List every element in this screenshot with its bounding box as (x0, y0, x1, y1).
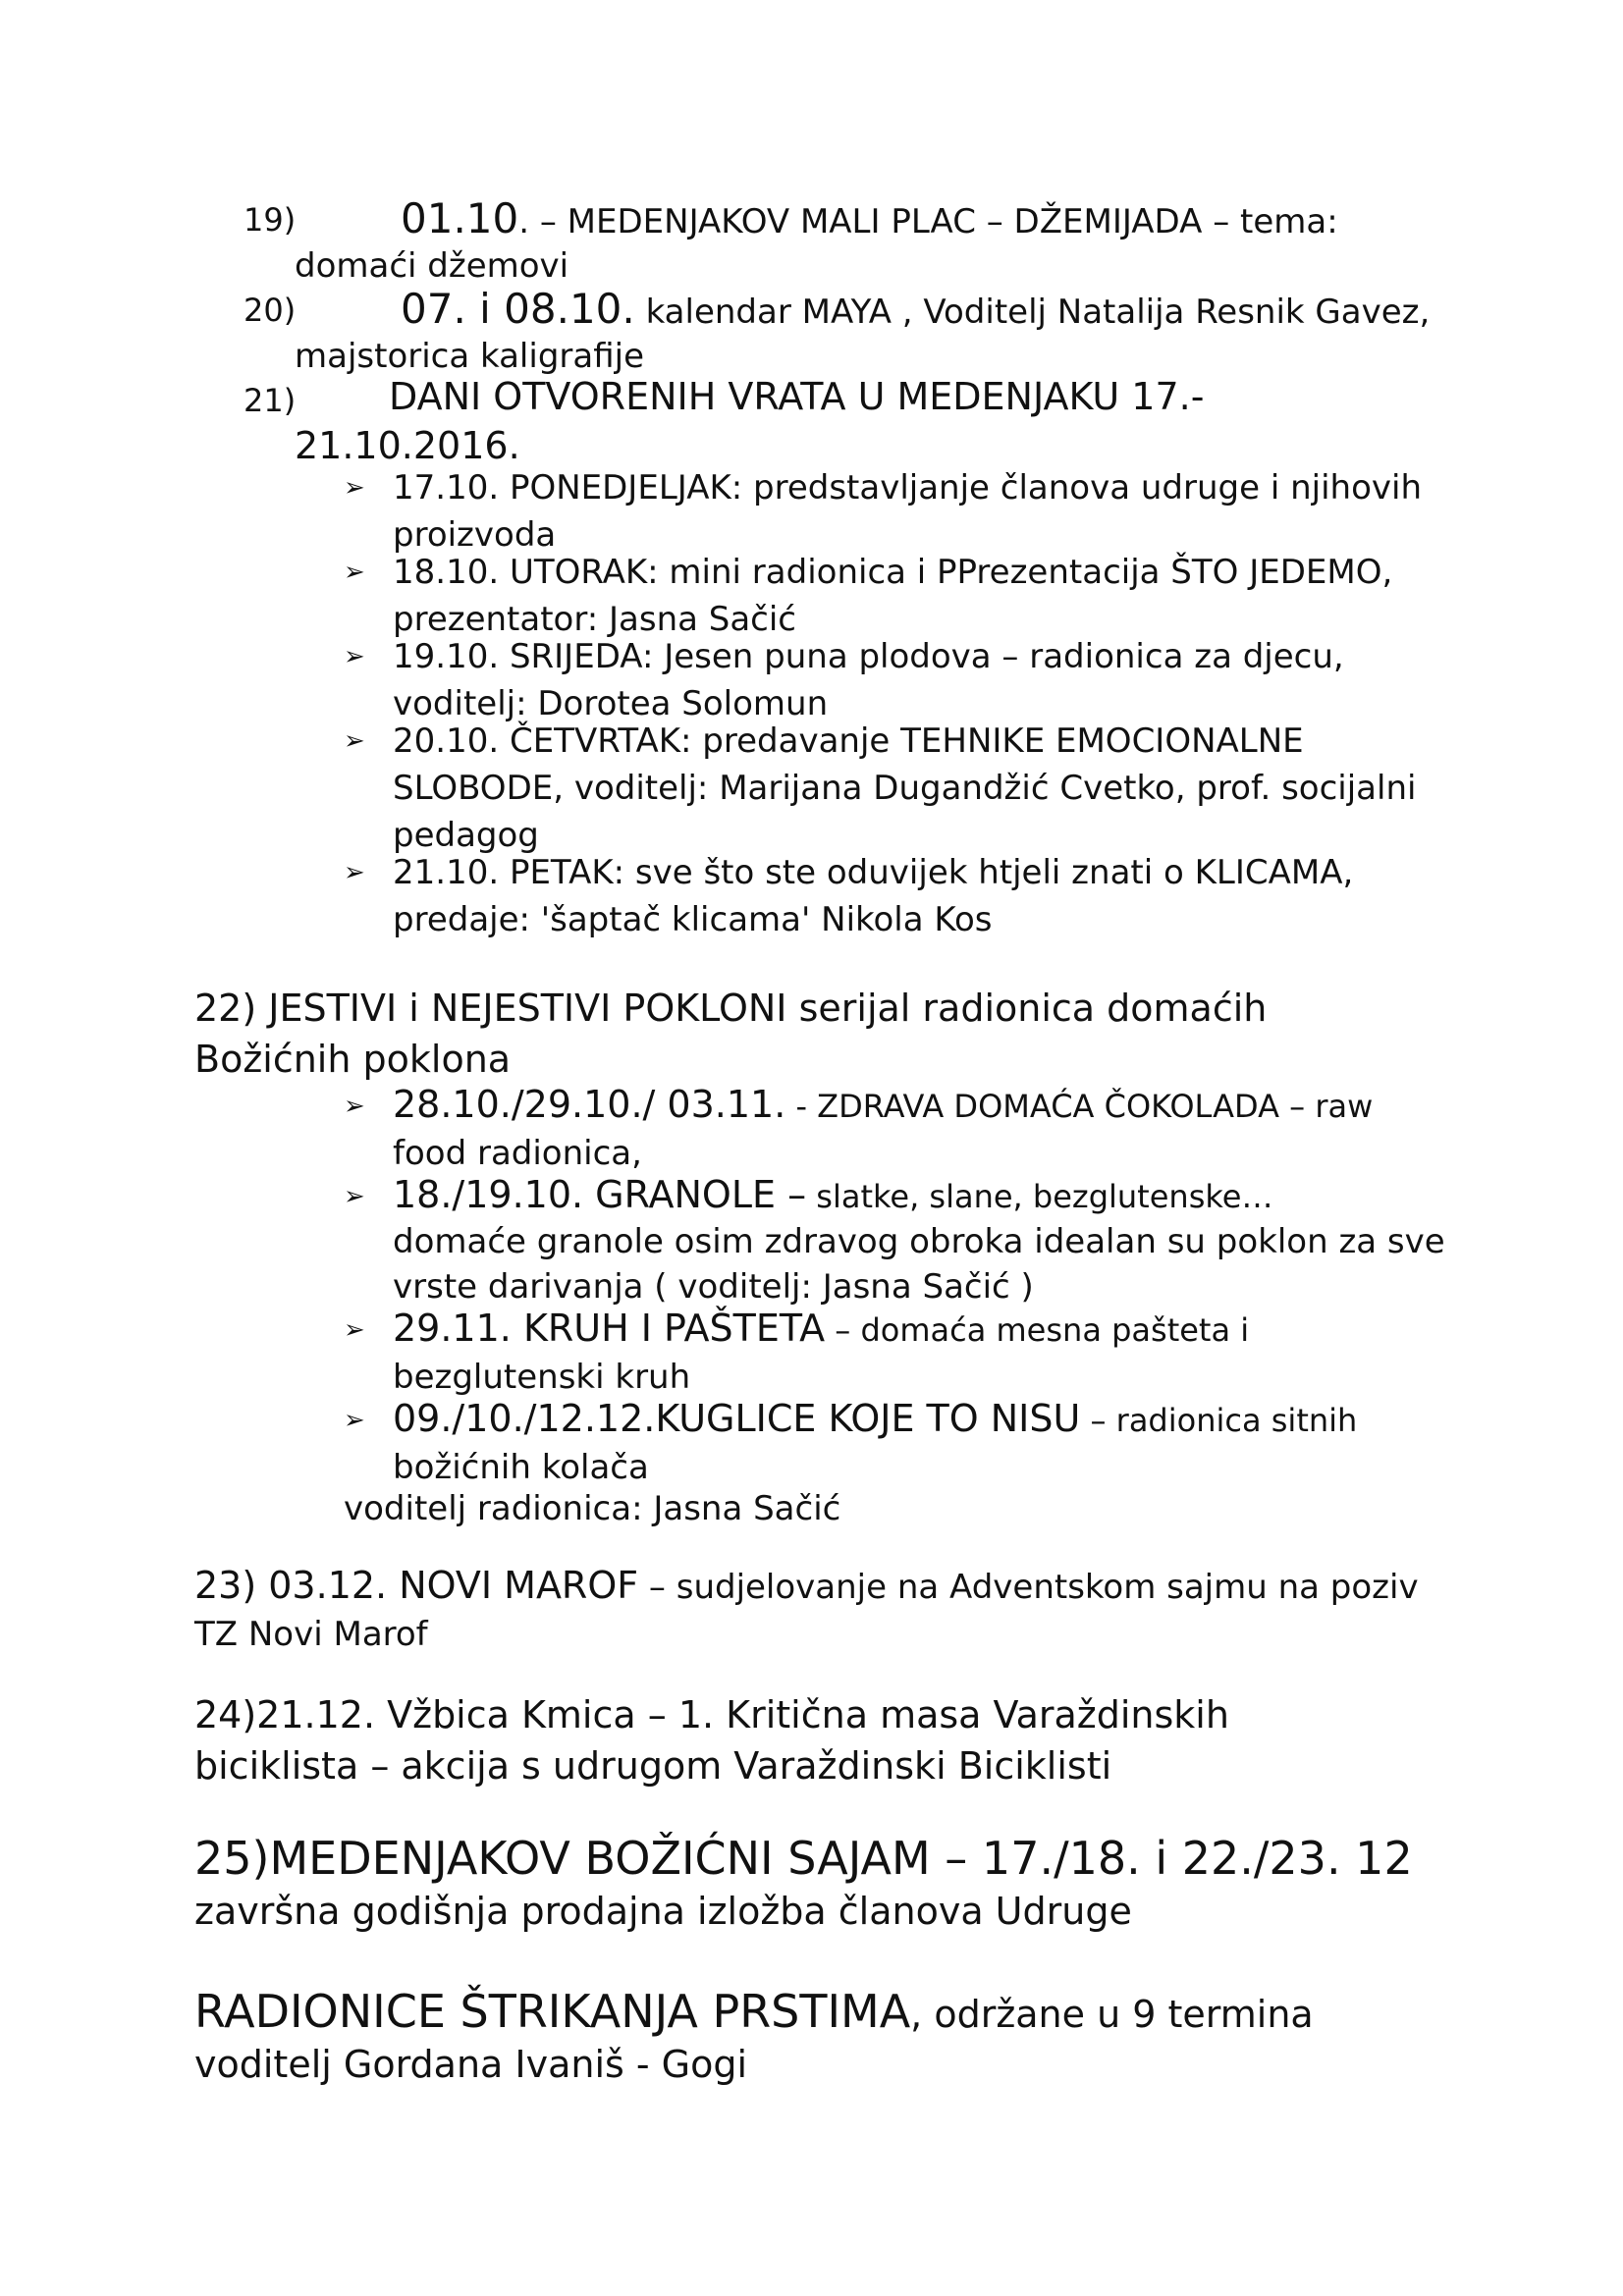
arrowhead-bullet-icon: ➢ (344, 558, 365, 587)
item-title-cont: završna godišnja prodajna izložba članova Udruge (194, 1890, 1132, 1933)
arrowhead-bullet-icon: ➢ (344, 1315, 365, 1345)
bullet-text-cont: food radionica, (393, 1134, 642, 1173)
item-title: RADIONICE ŠTRIKANJA PRSTIMA, održane u 9 termina (194, 1985, 1314, 2038)
bullet-text-cont: pedagog (393, 816, 539, 855)
arrowhead-bullet-icon: ➢ (344, 473, 365, 503)
bullet-text: 29.11. KRUH I PAŠTETA – domaća mesna pašteta i (393, 1307, 1250, 1350)
bullet-text: 21.10. PETAK: sve što ste oduvijek htjeli znati o KLICAMA, (393, 853, 1354, 892)
bullet-text: 19.10. SRIJEDA: Jesen puna plodova – radionica za djecu, (393, 637, 1344, 676)
item-title: DANI OTVORENIH VRATA U MEDENJAKU 17.- (389, 375, 1205, 418)
arrowhead-bullet-icon: ➢ (344, 642, 365, 671)
item-title-cont: TZ Novi Marof (194, 1615, 428, 1654)
item-number: 20) (243, 292, 297, 329)
item-title: 23) 03.12. NOVI MAROF – sudjelovanje na Adventskom sajmu na poziv (194, 1564, 1419, 1607)
bullet-text-cont: prezentator: Jasna Sačić (393, 600, 797, 639)
bullet-text-cont: SLOBODE, voditelj: Marijana Dugandžić Cvetko, prof. socijalni (393, 769, 1417, 808)
bullet-text: 28.10./29.10./ 03.11. - ZDRAVA DOMAĆA ČOKOLADA – raw (393, 1083, 1374, 1126)
bullet-text: 18./19.10. GRANOLE – slatke, slane, bezglutenske… (393, 1173, 1273, 1216)
arrowhead-bullet-icon: ➢ (344, 1182, 365, 1211)
bullet-text-cont: proizvoda (393, 515, 557, 555)
arrowhead-bullet-icon: ➢ (344, 858, 365, 887)
item-title: 24)21.12. Vžbica Kmica – 1. Kritična masa Varaždinskih (194, 1693, 1229, 1736)
item-footer: voditelj radionica: Jasna Sačić (344, 1489, 841, 1528)
item-title: 25)MEDENJAKOV BOŽIĆNI SAJAM – 17./18. i 22./23. 12 (194, 1832, 1413, 1885)
item-title-cont: Božićnih poklona (194, 1038, 512, 1081)
item-title-cont: 21.10.2016. (295, 424, 520, 467)
item-number: 19) (243, 201, 297, 239)
item-text-cont: majstorica kaligrafije (295, 337, 645, 376)
bullet-text: 17.10. PONEDJELJAK: predstavljanje članova udruge i njihovih (393, 468, 1422, 507)
item-title: 22) JESTIVI i NEJESTIVI POKLONI serijal radionica domaćih (194, 987, 1268, 1030)
bullet-text-cont: voditelj: Dorotea Solomun (393, 684, 829, 723)
bullet-text-cont: vrste darivanja ( voditelj: Jasna Sačić ) (393, 1267, 1034, 1307)
bullet-text-cont: bezglutenski kruh (393, 1358, 691, 1397)
item-title-cont: biciklista – akcija s udrugom Varaždinski Biciklisti (194, 1744, 1112, 1788)
item-text: 07. i 08.10. kalendar MAYA , Voditelj Natalija Resnik Gavez, (401, 285, 1431, 333)
bullet-text: 09./10./12.12.KUGLICE KOJE TO NISU – radionica sitnih (393, 1397, 1358, 1440)
bullet-text-cont: predaje: 'šaptač klicama' Nikola Kos (393, 900, 993, 939)
arrowhead-bullet-icon: ➢ (344, 726, 365, 756)
arrowhead-bullet-icon: ➢ (344, 1406, 365, 1435)
bullet-text: 20.10. ČETVRTAK: predavanje TEHNIKE EMOCIONALNE (393, 721, 1304, 761)
bullet-text-cont: domaće granole osim zdravog obroka idealan su poklon za sve (393, 1222, 1445, 1261)
item-title-cont: voditelj Gordana Ivaniš - Gogi (194, 2043, 748, 2086)
item-text-cont: domaći džemovi (295, 246, 569, 286)
item-text: 01.10. – MEDENJAKOV MALI PLAC – DŽEMIJADA – tema: (401, 194, 1338, 242)
arrowhead-bullet-icon: ➢ (344, 1092, 365, 1121)
item-number: 21) (243, 382, 297, 419)
bullet-text-cont: božićnih kolača (393, 1448, 649, 1487)
bullet-text: 18.10. UTORAK: mini radionica i PPrezentacija ŠTO JEDEMO, (393, 553, 1393, 592)
